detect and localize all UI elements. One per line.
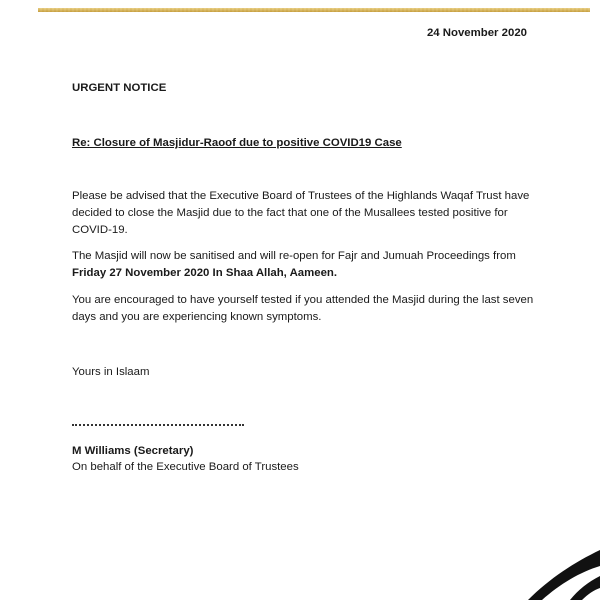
reopen-text: The Masjid will now be sanitised and will re-open for Fajr and Jumuah Proceedings from <box>72 250 516 262</box>
letter-date: 24 November 2020 <box>426 27 527 39</box>
gold-header-border <box>38 8 590 12</box>
gold-border-fill <box>38 8 590 12</box>
subject-line: Re: Closure of Masjidur-Raoof due to positive COVID19 Case <box>72 137 402 149</box>
notice-heading: URGENT NOTICE <box>72 82 167 94</box>
paragraph-testing: You are encouraged to have yourself tested if you attended the Masjid during the last seven days and you are experiencing known symptoms. <box>72 294 534 323</box>
signer-name: M Williams (Secretary) <box>72 445 194 457</box>
corner-swoosh-decoration <box>490 510 600 600</box>
signer-role: On behalf of the Executive Board of Trustees <box>72 461 299 473</box>
paragraph-reopen <box>72 248 542 282</box>
closing-salutation: Yours in Islaam <box>72 366 150 378</box>
reopen-date: Friday 27 November 2020 In Shaa Allah, Aameen. <box>72 267 338 279</box>
signature-line <box>72 418 244 426</box>
paragraph-closure: Please be advised that the Executive Board of Trustees of the Highlands Waqaf Trust have decided to close the Masjid due to the fact that one of the Musallees tested positive for COVID-19. <box>72 190 530 236</box>
